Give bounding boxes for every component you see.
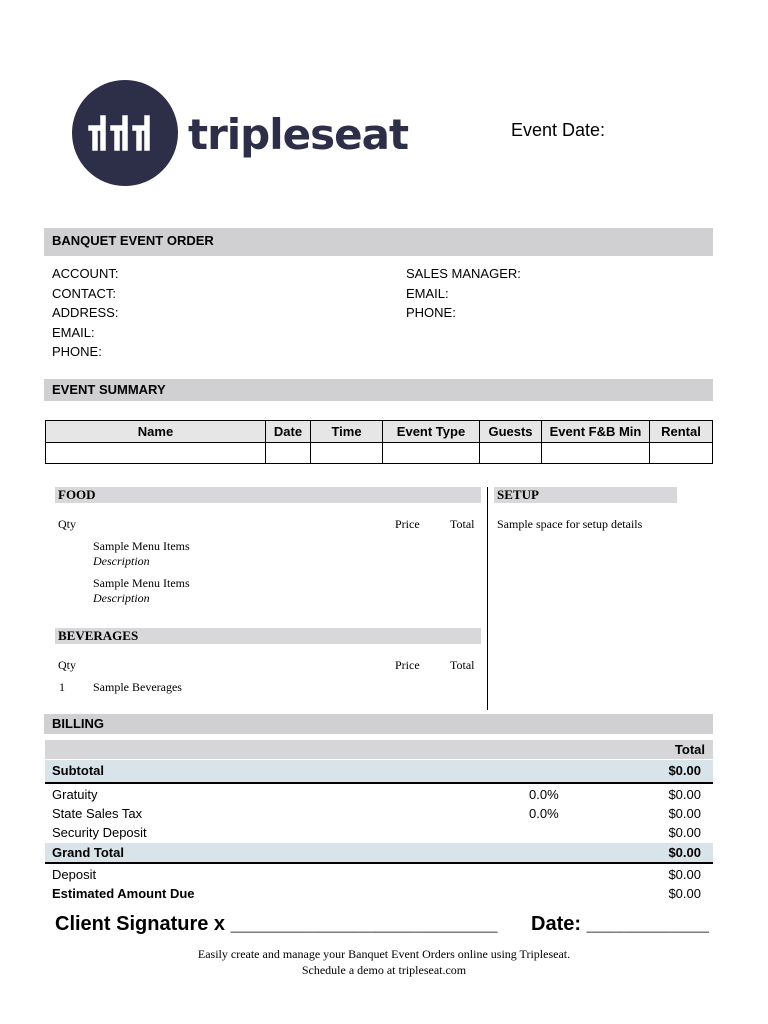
- amount-due-row: [45, 884, 713, 903]
- beo-section-header: BANQUET EVENT ORDER: [44, 228, 713, 256]
- gratuity-amount: $0.00: [668, 787, 701, 802]
- deposit-row: [45, 865, 713, 884]
- sales-manager-info: [406, 264, 521, 323]
- table-cell: [480, 443, 542, 464]
- event-date-label: Event Date:: [511, 120, 606, 140]
- gratuity-percent: 0.0%: [529, 787, 559, 802]
- tax-row: [45, 804, 713, 823]
- food-price-header: Price: [395, 517, 420, 531]
- amount-due-label: Estimated Amount Due: [52, 886, 195, 901]
- col-event-type: Event Type: [383, 421, 480, 443]
- event-summary-table: [45, 420, 713, 464]
- col-time: Time: [311, 421, 383, 443]
- tax-amount: $0.00: [668, 806, 701, 821]
- table-cell: [311, 443, 383, 464]
- setup-details: Sample space for setup details: [497, 517, 643, 531]
- tax-label: State Sales Tax: [52, 806, 143, 821]
- amount-due-amount: $0.00: [668, 886, 701, 901]
- subtotal-divider: [45, 782, 713, 784]
- beverage-item-name: Sample Beverages: [93, 680, 182, 694]
- setup-section-header: SETUP: [494, 487, 677, 503]
- security-deposit-amount: $0.00: [668, 825, 701, 840]
- table-cell: [46, 443, 266, 464]
- footer-promo-text: Easily create and manage your Banquet Event Orders online using Tripleseat.: [197, 947, 571, 961]
- subtotal-label: Subtotal: [52, 763, 104, 778]
- food-total-header: Total: [450, 517, 475, 531]
- gratuity-label: Gratuity: [52, 787, 98, 802]
- food-item-name: Sample Menu Items: [93, 576, 190, 590]
- food-item-name: Sample Menu Items: [93, 539, 190, 553]
- food-section-header: FOOD: [55, 487, 481, 503]
- address-field: ADDRESS:: [52, 305, 119, 320]
- account-field: ACCOUNT:: [52, 266, 119, 281]
- email-field: EMAIL:: [52, 324, 95, 340]
- security-deposit-row: [45, 823, 713, 842]
- gratuity-row: [45, 785, 713, 804]
- contact-field: CONTACT:: [52, 285, 117, 301]
- security-deposit-label: Security Deposit: [52, 825, 147, 840]
- food-qty-header: Qty: [58, 517, 76, 531]
- beverage-item-qty: 1: [59, 680, 65, 694]
- account-info: [52, 264, 118, 362]
- beverage-price-header: Price: [395, 658, 420, 672]
- beverages-section-header: BEVERAGES: [55, 628, 481, 644]
- subtotal-row: [45, 760, 713, 782]
- col-guests: Guests: [480, 421, 542, 443]
- grand-total-divider: [45, 862, 713, 864]
- table-row: [46, 443, 713, 464]
- column-divider: [487, 487, 488, 710]
- signature-date-line: Date: ___________: [531, 913, 709, 935]
- table-cell: [383, 443, 480, 464]
- brand-wordmark: tripleseat: [188, 110, 409, 159]
- billing-total-header: Total: [674, 742, 705, 757]
- table-cell: [542, 443, 650, 464]
- tripleseat-logo-icon: [72, 80, 178, 186]
- col-fb-min: Event F&B Min: [542, 421, 650, 443]
- food-item-description: Description: [93, 554, 150, 568]
- deposit-label: Deposit: [52, 867, 97, 882]
- col-rental: Rental: [650, 421, 713, 443]
- grand-total-row: [45, 843, 713, 862]
- col-name: Name: [46, 421, 266, 443]
- food-item-description: Description: [93, 591, 150, 605]
- grand-total-amount: $0.00: [668, 845, 701, 860]
- table-header-row: [46, 421, 713, 443]
- client-signature-line: Client Signature x ________________________: [55, 913, 498, 935]
- phone-field: PHONE:: [52, 344, 102, 359]
- billing-section-header: BILLING: [44, 714, 713, 734]
- billing-header-row: [45, 740, 713, 759]
- manager-email-field: EMAIL:: [406, 285, 449, 301]
- col-date: Date: [266, 421, 311, 443]
- event-summary-header: EVENT SUMMARY: [44, 379, 713, 401]
- deposit-amount: $0.00: [668, 867, 701, 882]
- manager-phone-field: PHONE:: [406, 305, 456, 320]
- table-cell: [650, 443, 713, 464]
- sales-manager-field: SALES MANAGER:: [406, 266, 521, 281]
- subtotal-amount: $0.00: [668, 763, 701, 778]
- table-cell: [266, 443, 311, 464]
- beverage-total-header: Total: [450, 658, 475, 672]
- tax-percent: 0.0%: [529, 806, 559, 821]
- beverage-qty-header: Qty: [58, 658, 76, 672]
- grand-total-label: Grand Total: [52, 845, 124, 860]
- footer-demo-text: Schedule a demo at tripleseat.com: [301, 963, 467, 977]
